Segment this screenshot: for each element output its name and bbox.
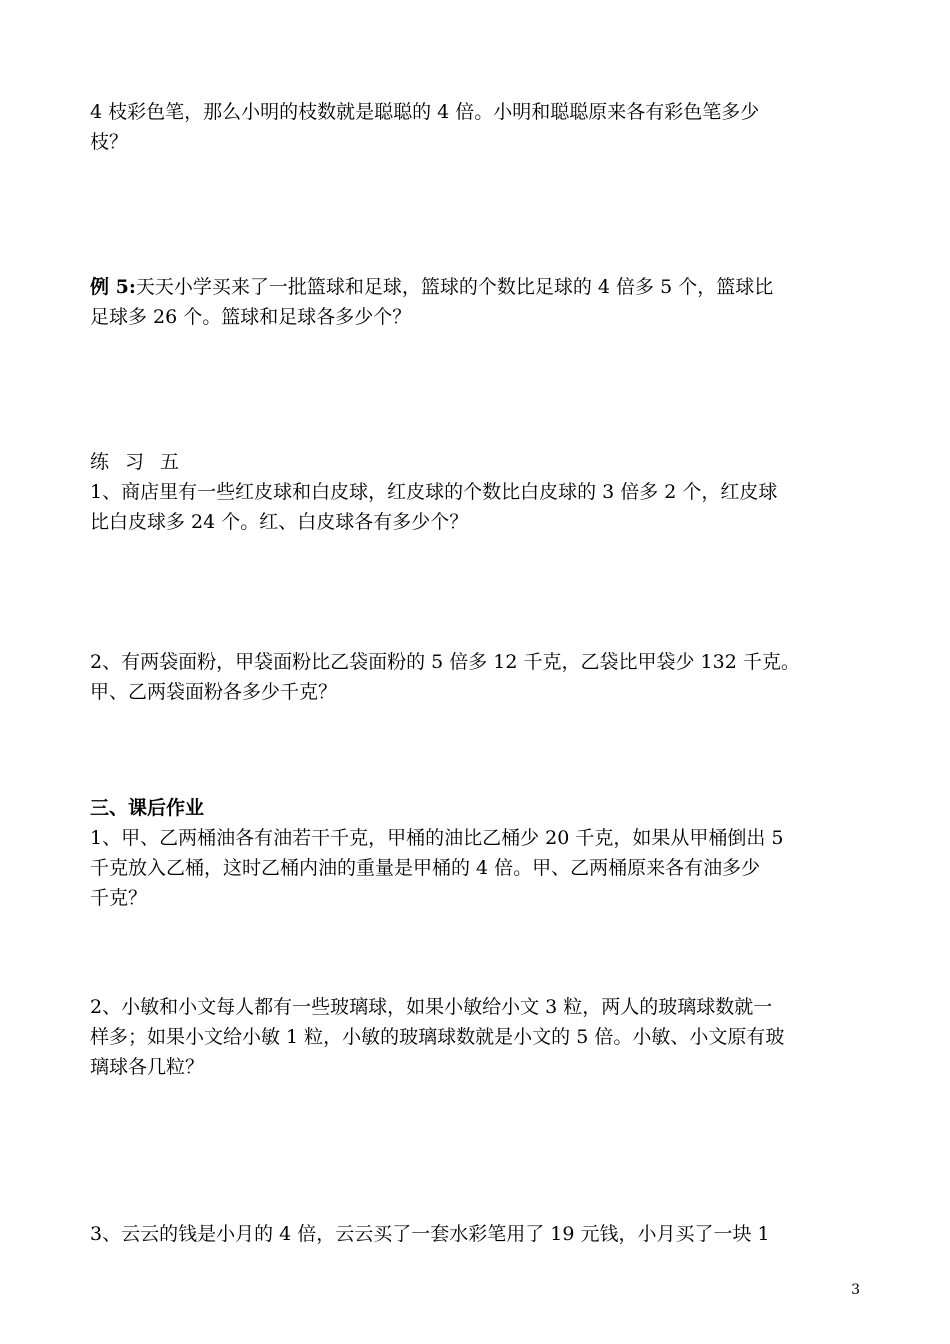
problem-text-line: 枝？ [90,131,129,153]
example-5 [90,272,865,332]
homework-question-line: 璃球各几粒？ [90,1056,205,1078]
homework-question-line: 样多；如果小文给小敏 1 粒，小敏的玻璃球数就是小文的 5 倍。小敏、小文原有玻 [90,1026,785,1048]
practice-question-line: 1、商店里有一些红皮球和白皮球，红皮球的个数比白皮球的 3 倍多 2 个，红皮球 [90,481,778,503]
homework-section [90,793,865,913]
example-5-line: 足球多 26 个。篮球和足球各多少个？ [90,306,412,328]
homework-question-line: 2、小敏和小文每人都有一些玻璃球，如果小敏给小文 3 粒，两人的玻璃球数就一 [90,996,773,1018]
problem-text-line: 4 枝彩色笔，那么小明的枝数就是聪聪的 4 倍。小明和聪聪原来各有彩色笔多少 [90,101,760,123]
page-number: 3 [851,1282,860,1298]
practice-5-heading: 练习五 [90,451,196,473]
homework-question-2 [90,992,865,1082]
example-5-label: 例 5: [90,276,136,298]
example-5-text: 天天小学买来了一批篮球和足球，篮球的个数比足球的 4 倍多 5 个，篮球比 [135,276,774,298]
homework-question-line: 千克？ [90,887,148,909]
practice-question-line: 甲、乙两袋面粉各多少千克？ [90,681,338,703]
practice-5 [90,447,865,537]
homework-question-line: 1、甲、乙两桶油各有油若干千克，甲桶的油比乙桶少 20 千克，如果从甲桶倒出 5 [90,827,784,849]
practice-question-2 [90,647,865,707]
homework-question-line: 千克放入乙桶，这时乙桶内油的重量是甲桶的 4 倍。甲、乙两桶原来各有油多少 [90,857,761,879]
example-5-line [90,272,865,302]
practice-question-line: 比白皮球多 24 个。红、白皮球各有多少个？ [90,511,469,533]
practice-question-line: 2、有两袋面粉，甲袋面粉比乙袋面粉的 5 倍多 12 千克，乙袋比甲袋少 132 千克。 [90,651,800,673]
homework-question-line: 3、云云的钱是小月的 4 倍，云云买了一套水彩笔用了 19 元钱，小月买了一块 1 [90,1223,770,1245]
homework-question-3 [90,1219,865,1249]
continued-problem [90,97,865,157]
homework-heading: 三、课后作业 [90,797,205,819]
